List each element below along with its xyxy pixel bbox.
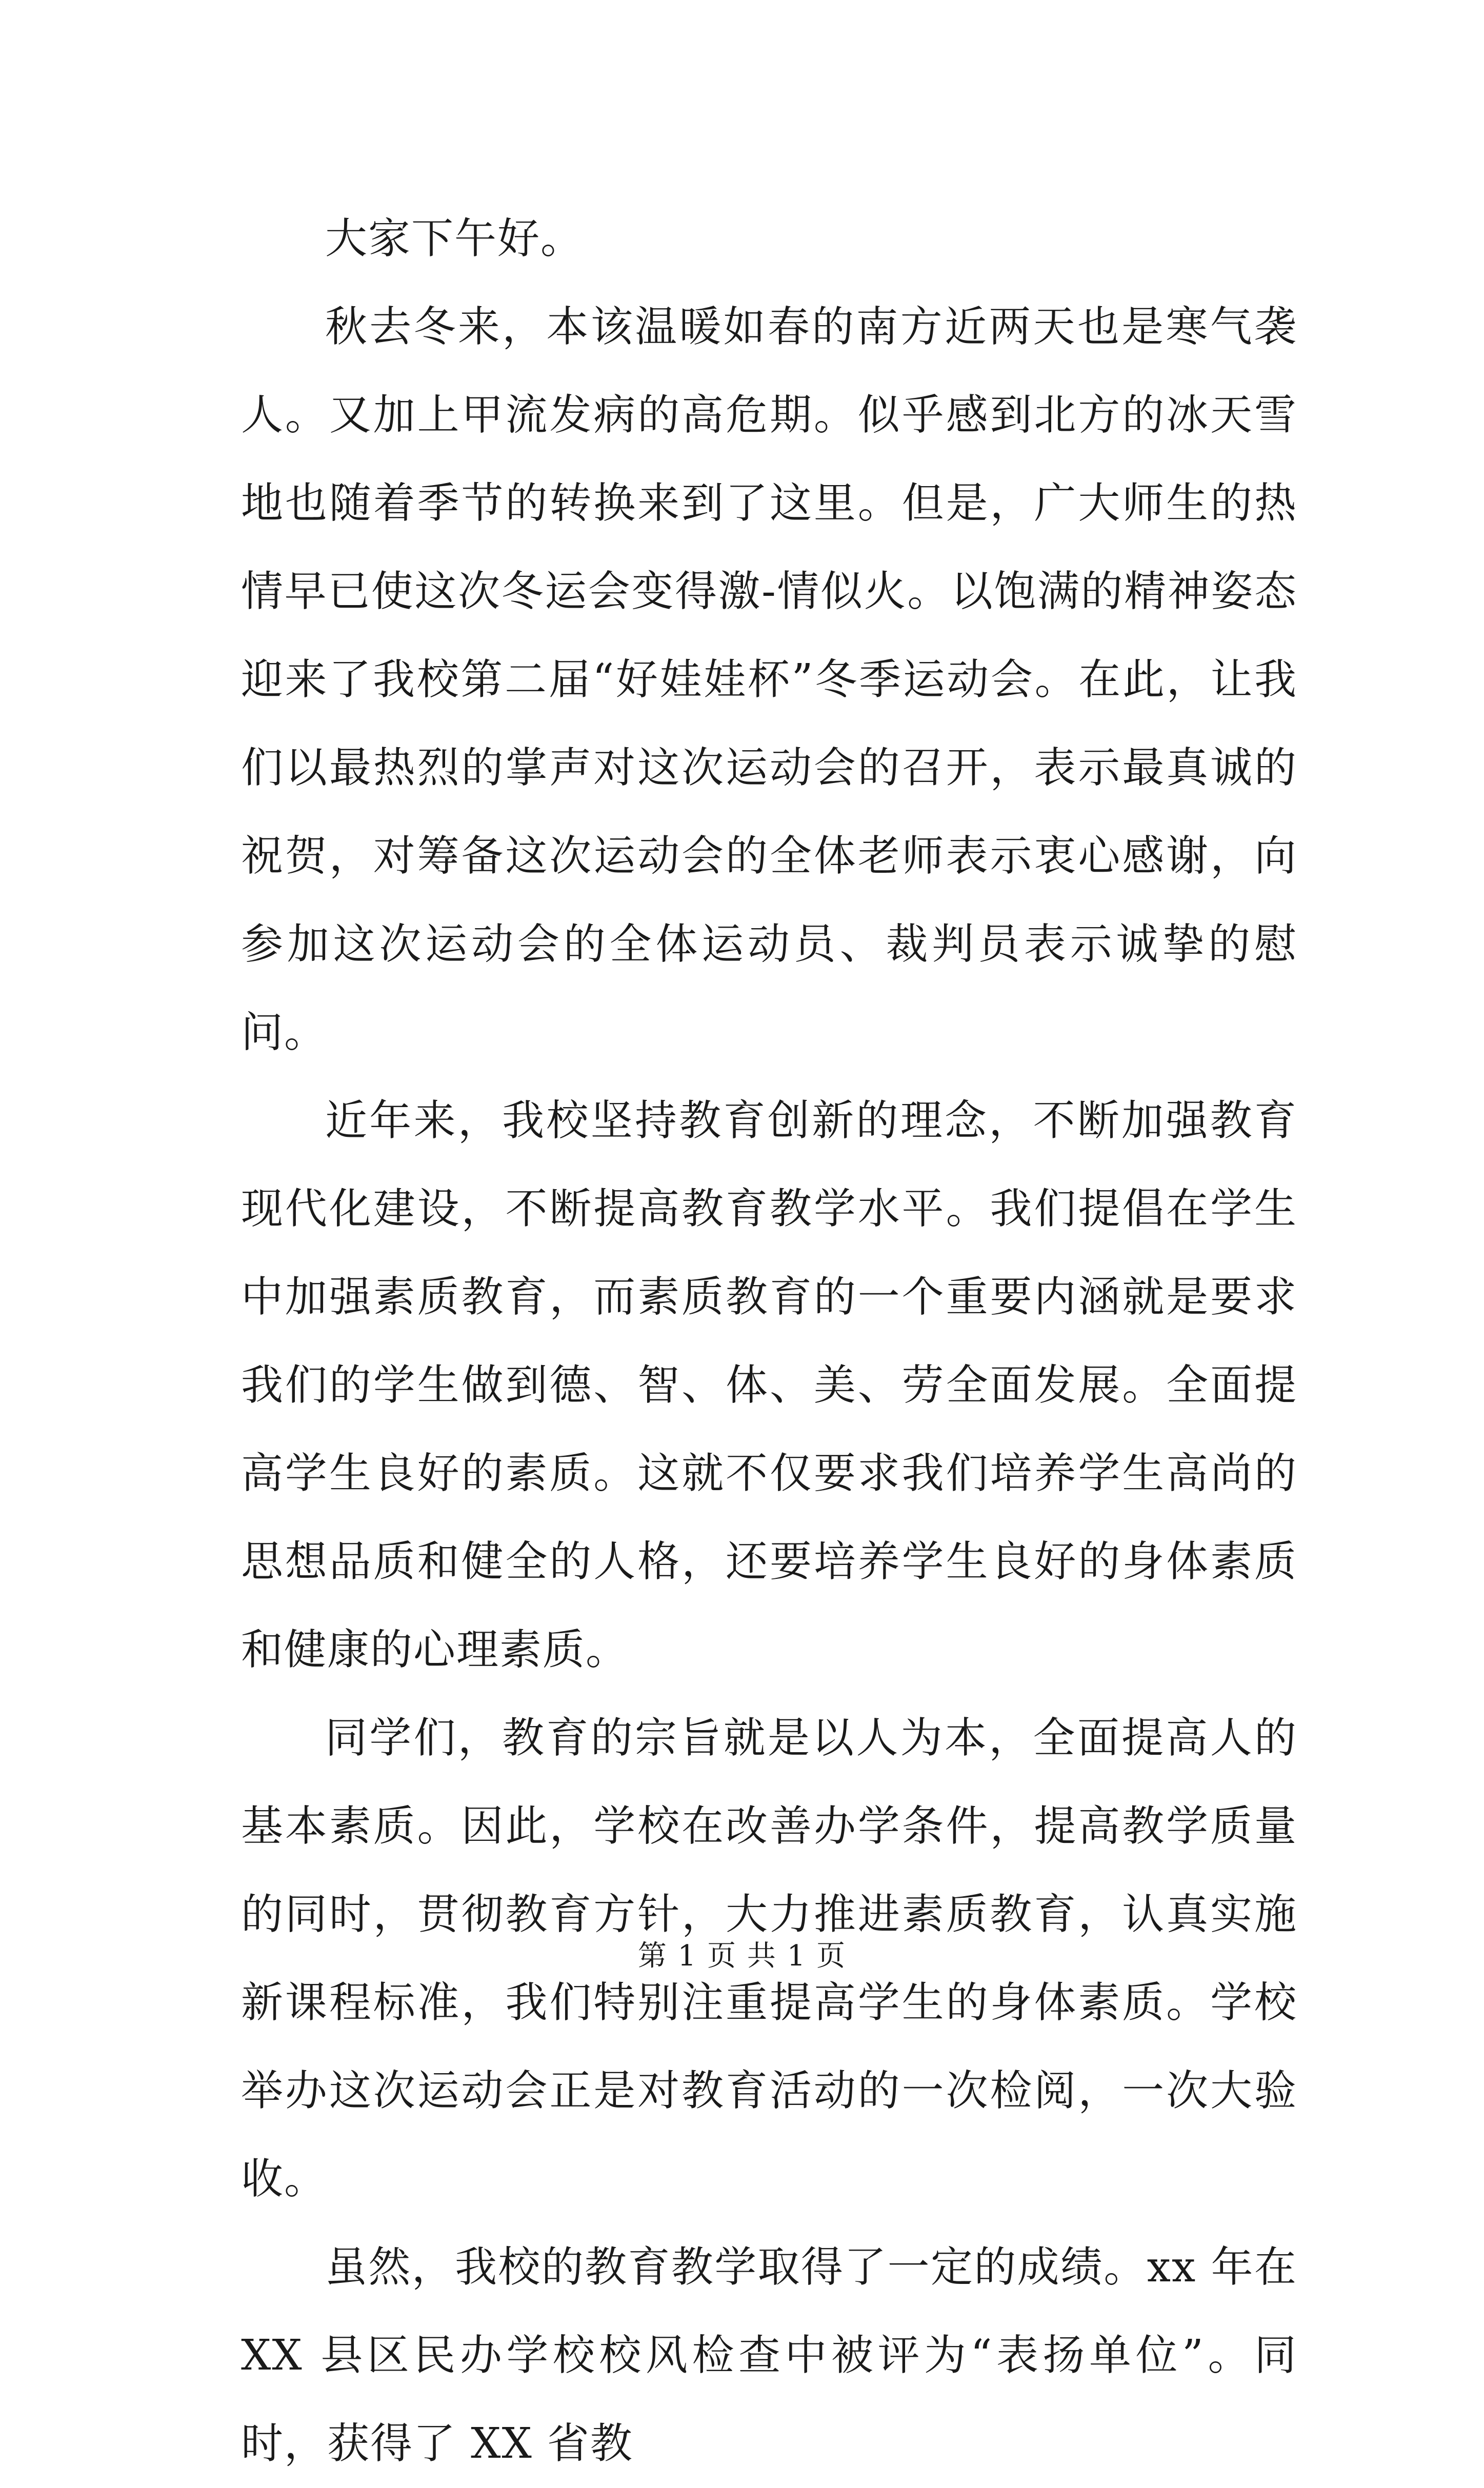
document-body [241,195,1297,2488]
paragraph-achievements: 虽然，我校的教育教学取得了一定的成绩。xx 年在 XX 县区民办学校校风检查中被评为“表扬单位”。同时，获得了 XX 省教 [241,2243,1297,2468]
paragraph-greeting: 大家下午好。 [325,214,584,263]
paragraph-education-reform: 近年来，我校坚持教育创新的理念，不断加强教育现代化建设，不断提高教育教学水平。我们提倡在学生中加强素质教育，而素质教育的一个重要内涵就是要求我们的学生做到德、智、体、美、劳全面发展。全面提高学生良好的素质。这就不仅要求我们培养学生高尚的思想品质和健全的人格，还要培养学生良好的身体素质和健康的心理素质。 [241,1096,1297,1674]
paragraph-education-purpose: 同学们，教育的宗旨就是以人为本，全面提高人的基本素质。因此，学校在改善办学条件，提高教学质量的同时，贯彻教育方针，大力推进素质教育，认真实施新课程标准，我们特别注重提高学生的身体素质。学校举办这次运动会正是对教育活动的一次检阅，一次大验收。 [241,1714,1297,2203]
page-number-footer: 第 1 页 共 1 页 [637,1939,847,1973]
paragraph-opening: 秋去冬来，本该温暖如春的南方近两天也是寒气袭人。又加上甲流发病的高危期。似乎感到北方的冰天雪地也随着季节的转换来到了这里。但是，广大师生的热情早已使这次冬运会变得激-情似火。以饱满的精神姿态迎来了我校第二届“好娃娃杯”冬季运动会。在此，让我们以最热烈的掌声对这次运动会的召开，表示最真诚的祝贺，对筹备这次运动会的全体老师表示衷心感谢，向参加这次运动会的全体运动员、裁判员表示诚挚的慰问。 [241,303,1297,1057]
